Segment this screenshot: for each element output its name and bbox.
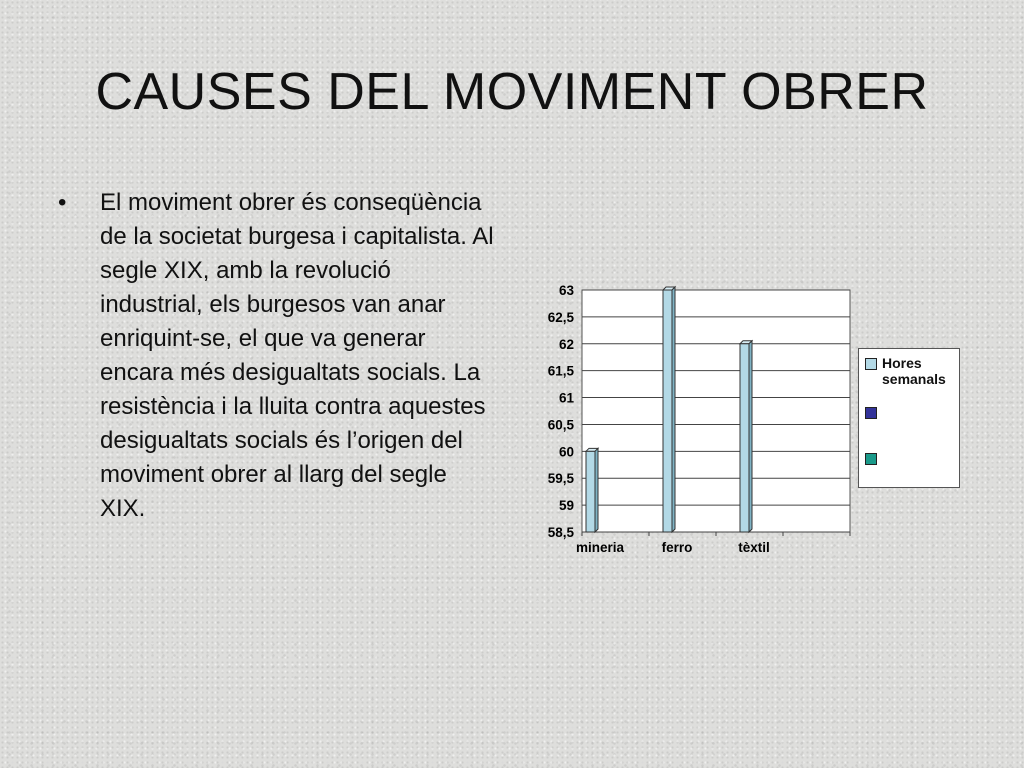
x-tick-label: mineria <box>575 540 625 555</box>
chart-plot <box>530 280 860 570</box>
bullet-marker: • <box>58 189 67 216</box>
y-tick-label: 60,5 <box>547 417 574 433</box>
legend-entry-hores-semanals <box>865 355 959 387</box>
x-tick-label: tèxtil <box>738 540 770 555</box>
legend-entry-series-2 <box>865 404 882 419</box>
bullet-text: El moviment obrer és conseqüència de la societat burgesa i capitalista. Al segle XIX, amb la revolució industrial, els burgesos van anar enriquint-se, el que va generar encara més desigualtats socials. La resistència i la lluita contra aquestes desigualtats socials és l’origen del moviment obrer al llarg del segle XIX. <box>100 189 494 522</box>
y-tick-label: 63 <box>558 283 574 298</box>
legend-swatch <box>865 358 877 370</box>
bar <box>586 451 595 532</box>
y-tick-label: 61 <box>558 390 574 406</box>
legend-entry-series-3 <box>865 450 882 465</box>
bar-chart <box>530 280 860 575</box>
legend-swatch <box>865 407 877 419</box>
bullet-item <box>58 186 498 526</box>
y-tick-label: 62,5 <box>547 309 574 325</box>
bar <box>663 290 672 532</box>
x-tick-label: ferro <box>661 540 693 555</box>
slide-title: CAUSES DEL MOVIMENT OBRER <box>95 63 929 121</box>
legend-label: Hores semanals <box>882 355 946 387</box>
y-tick-label: 59 <box>558 498 574 514</box>
chart-legend <box>858 348 960 488</box>
y-tick-label: 61,5 <box>547 363 574 379</box>
y-tick-label: 60 <box>558 444 574 460</box>
bar <box>740 344 749 532</box>
plot-area <box>582 290 850 532</box>
legend-swatch <box>865 453 877 465</box>
y-tick-label: 62 <box>558 336 574 352</box>
y-tick-label: 58,5 <box>547 525 574 540</box>
y-tick-label: 59,5 <box>547 471 574 487</box>
